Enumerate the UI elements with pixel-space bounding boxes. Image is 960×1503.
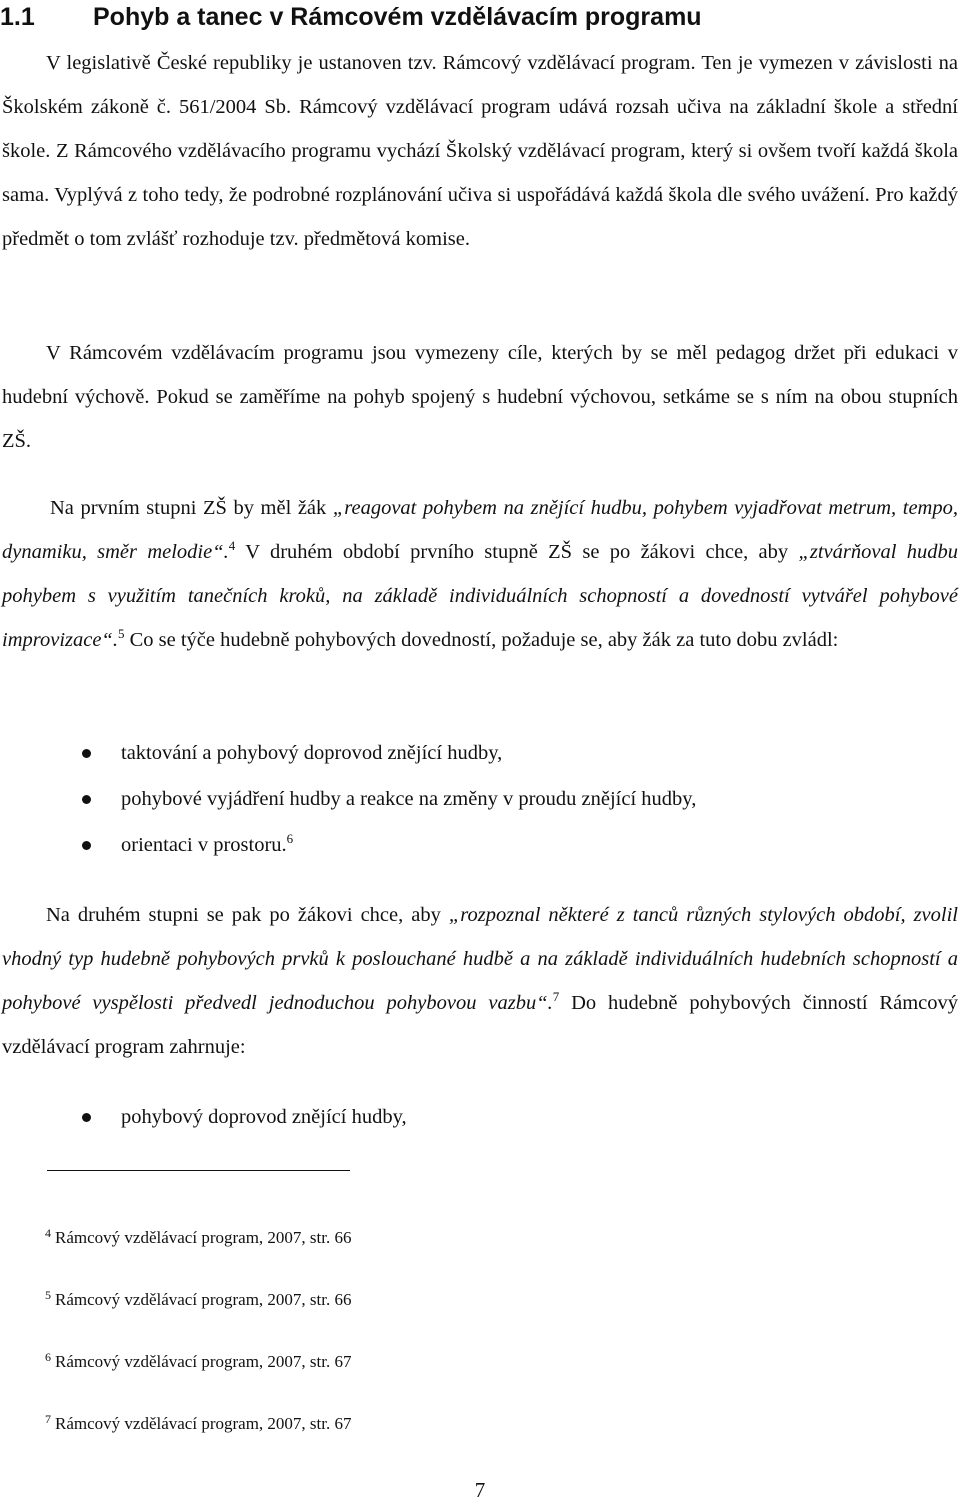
footnote	[45, 1350, 645, 1372]
activities-list	[0, 1094, 900, 1140]
paragraph-3-text-a: Na prvním stupni ZŠ by měl žák	[50, 497, 333, 519]
section-number: 1.1	[0, 3, 35, 31]
footnote-text: Rámcový vzdělávací program, 2007, str. 67	[55, 1352, 352, 1371]
footnote-ref-4: 4	[228, 538, 236, 553]
paragraph-3-text-b: V druhém období prvního stupně ZŠ se po žákovi chce, aby	[235, 541, 799, 563]
footnote-ref-7: 7	[552, 989, 560, 1004]
bullet-icon	[82, 841, 91, 850]
bullet-icon	[82, 1113, 91, 1122]
section-heading	[0, 0, 960, 34]
footnote	[45, 1412, 645, 1434]
footnote-ref-5: 5	[117, 626, 125, 641]
list-item-text: pohybový doprovod znějící hudby,	[121, 1106, 407, 1128]
paragraph-4-text-a: Na druhém stupni se pak po žákovi chce, aby	[46, 904, 449, 926]
list-item-text: taktování a pohybový doprovod znějící hudby,	[121, 742, 503, 764]
paragraph-4-text-b: Do hudebně pohybových činností Rámcový vzdělávací program zahrnuje:	[2, 992, 958, 1058]
list-item	[0, 730, 900, 776]
footnote-text: Rámcový vzdělávací program, 2007, str. 66	[55, 1290, 352, 1309]
page-number: 7	[474, 1478, 486, 1502]
list-item	[0, 822, 900, 868]
footnote	[45, 1226, 645, 1248]
paragraph-1: V legislativě České republiky je ustanoven tzv. Rámcový vzdělávací program. Ten je vymezen v závislosti na Školském zákoně č. 561/2004 Sb. Rámcový vzdělávací program udává rozsah učiva na základní škole a střední škole. Z Rámcového vzdělávacího programu vychází Školský vzdělávací program, který si ovšem tvoří každá škola sama. Vyplývá z toho tedy, že podrobné rozplánování učiva si uspořádává každá škola dle svého uvážení. Pro každý předmět o tom zvlášť rozhoduje tzv. předmětová komise.	[2, 52, 958, 250]
footnote-number: 6	[45, 1350, 51, 1364]
footnote-separator	[47, 1170, 350, 1171]
quote-1: „reagovat pohybem na znějící hudbu, pohybem vyjadřovat metrum, tempo, dynamiku, směr melodie“.	[2, 497, 958, 563]
footnote-number: 5	[45, 1288, 51, 1302]
footnote-ref-6: 6	[286, 831, 294, 846]
bullet-icon	[82, 749, 91, 758]
footnote-number: 4	[45, 1226, 51, 1240]
bullet-icon	[82, 795, 91, 804]
paragraph-4	[2, 893, 958, 1069]
footnote-text: Rámcový vzdělávací program, 2007, str. 66	[55, 1228, 352, 1247]
paragraph-3	[2, 486, 958, 662]
footnote	[45, 1288, 645, 1310]
quote-3: „rozpoznal některé z tanců různých stylových období, zvolil vhodný typ hudebně pohybových prvků k poslouchané hudbě a na základě individuálních hudebních schopností a pohybové vyspělosti předvedl jednoduchou pohybovou vazbu“.	[2, 904, 958, 1014]
footnote-number: 7	[45, 1412, 51, 1426]
section-title: Pohyb a tanec v Rámcovém vzdělávacím programu	[93, 3, 702, 31]
list-item	[0, 1094, 900, 1140]
quote-2: „ztvárňoval hudbu pohybem s využitím tanečních kroků, na základě individuálních schopností a dovedností vytvářel pohybové improvizace“.	[2, 541, 958, 651]
list-item-text: pohybové vyjádření hudby a reakce na změny v proudu znějící hudby,	[121, 788, 697, 810]
paragraph-2: V Rámcovém vzdělávacím programu jsou vymezeny cíle, kterých by se měl pedagog držet při edukaci v hudební výchově. Pokud se zaměříme na pohyb spojený s hudební výchovou, setkáme se s ním na obou stupních ZŠ.	[2, 342, 958, 452]
footnote-text: Rámcový vzdělávací program, 2007, str. 67	[55, 1414, 352, 1433]
list-item	[0, 776, 900, 822]
skills-list	[0, 730, 900, 868]
list-item-text: orientaci v prostoru.	[121, 834, 287, 856]
paragraph-3-text-c: Co se týče hudebně pohybových dovedností, požaduje se, aby žák za tuto dobu zvládl:	[124, 629, 839, 651]
